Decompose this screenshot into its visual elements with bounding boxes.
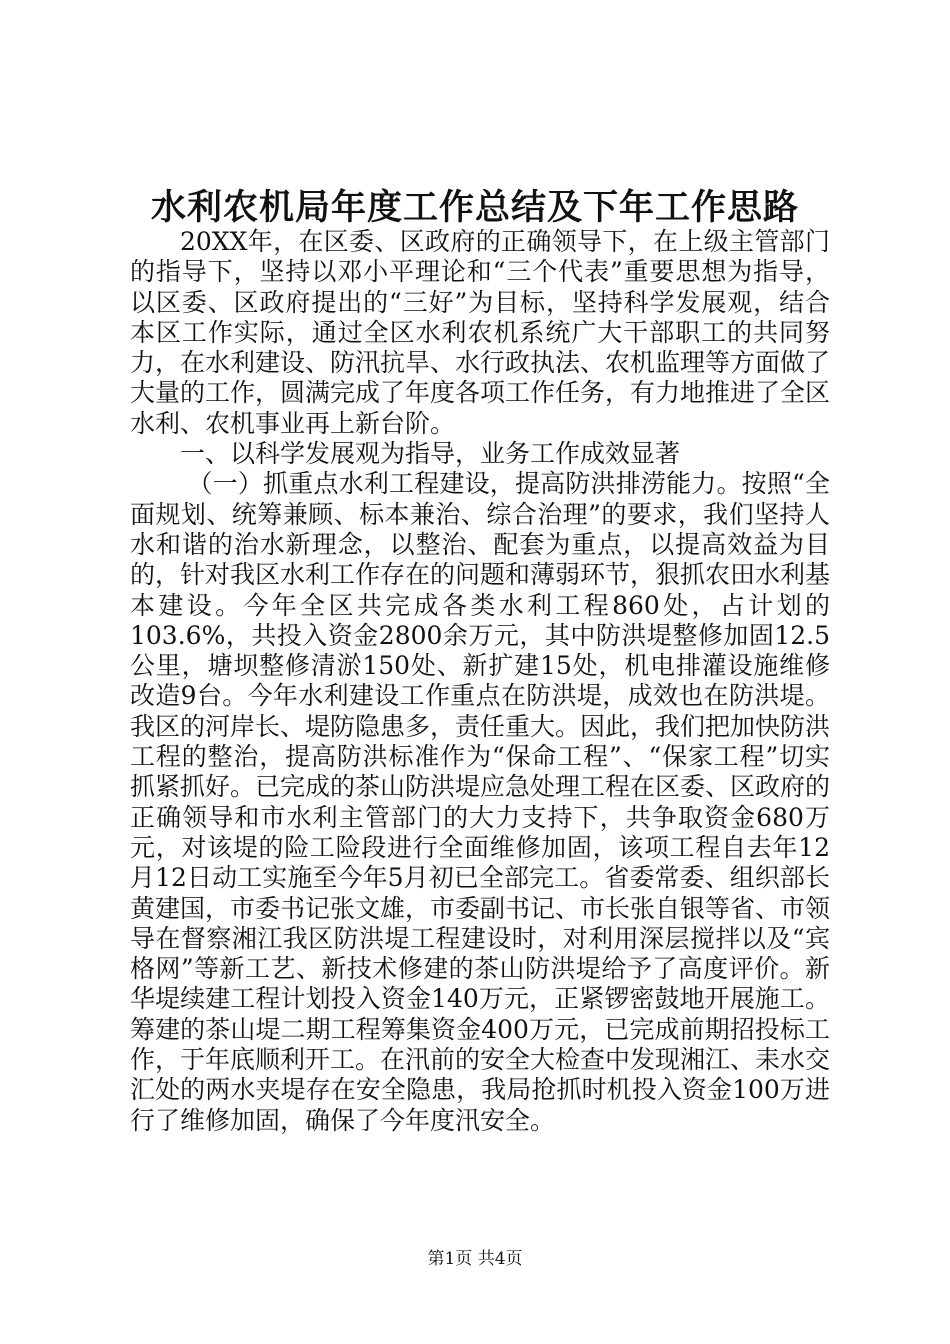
document-body <box>130 227 830 1136</box>
intro-paragraph: 20XX年，在区委、区政府的正确领导下，在上级主管部门的指导下，坚持以邓小平理论和“三个代表”重要思想为指导，以区委、区政府提出的“三好”为目标，坚持科学发展观，结合本区工作实际，通过全区水利农机系统广大干部职工的共同努力，在水利建设、防汛抗旱、水行政执法、农机监理等方面做了大量的工作，圆满完成了年度各项工作任务，有力地推进了全区水利、农机事业再上新台阶。 <box>130 227 831 438</box>
page-footer: 第1页 共4页 <box>427 1249 523 1269</box>
subsection-paragraph: （一）抓重点水利工程建设，提高防洪排涝能力。按照“全面规划、统筹兼顾、标本兼治、综合治理”的要求，我们坚持人水和谐的治水新理念，以整治、配套为重点，以提高效益为目的，针对我区水利工作存在的问题和薄弱环节，狠抓农田水利基本建设。今年全区共完成各类水利工程860处，占计划的103.6%，共投入资金2800余万元，其中防洪堤整修加固12.5公里，塘坝整修清淤150处、新扩建15处，机电排灌设施维修改造9台。今年水利建设工作重点在防洪堤，成效也在防洪堤。我区的河岸长、堤防隐患多，责任重大。因此，我们把加快防洪工程的整治，提高防洪标准作为“保命工程”、“保家工程”切实抓紧抓好。已完成的茶山防洪堤应急处理工程在区委、区政府的正确领导和市水利主管部门的大力支持下，共争取资金680万元，对该堤的险工险段进行全面维修加固，该项工程自去年12月12日动工实施至今年5月初已全部完工。省委常委、组织部长黄建国，市委书记张文雄，市委副书记、市长张自银等省、市领导在督察湘江我区防洪堤工程建设时，对利用深层搅拌以及“宾格网”等新工艺、新技术修建的茶山防洪堤给予了高度评价。新华堤续建工程计划投入资金140万元，正紧锣密鼓地开展施工。筹建的茶山堤二期工程筹集资金400万元，已完成前期招投标工作，于年底顺利开工。在汛前的安全大检查中发现湘江、耒水交汇处的两水夹堤存在安全隐患，我局抢抓时机投入资金100万进行了维修加固，确保了今年度汛安全。 <box>130 469 831 1135</box>
page-title: 水利农机局年度工作总结及下年工作思路 <box>150 187 799 228</box>
section-heading: 一、以科学发展观为指导，业务工作成效显著 <box>180 439 681 469</box>
